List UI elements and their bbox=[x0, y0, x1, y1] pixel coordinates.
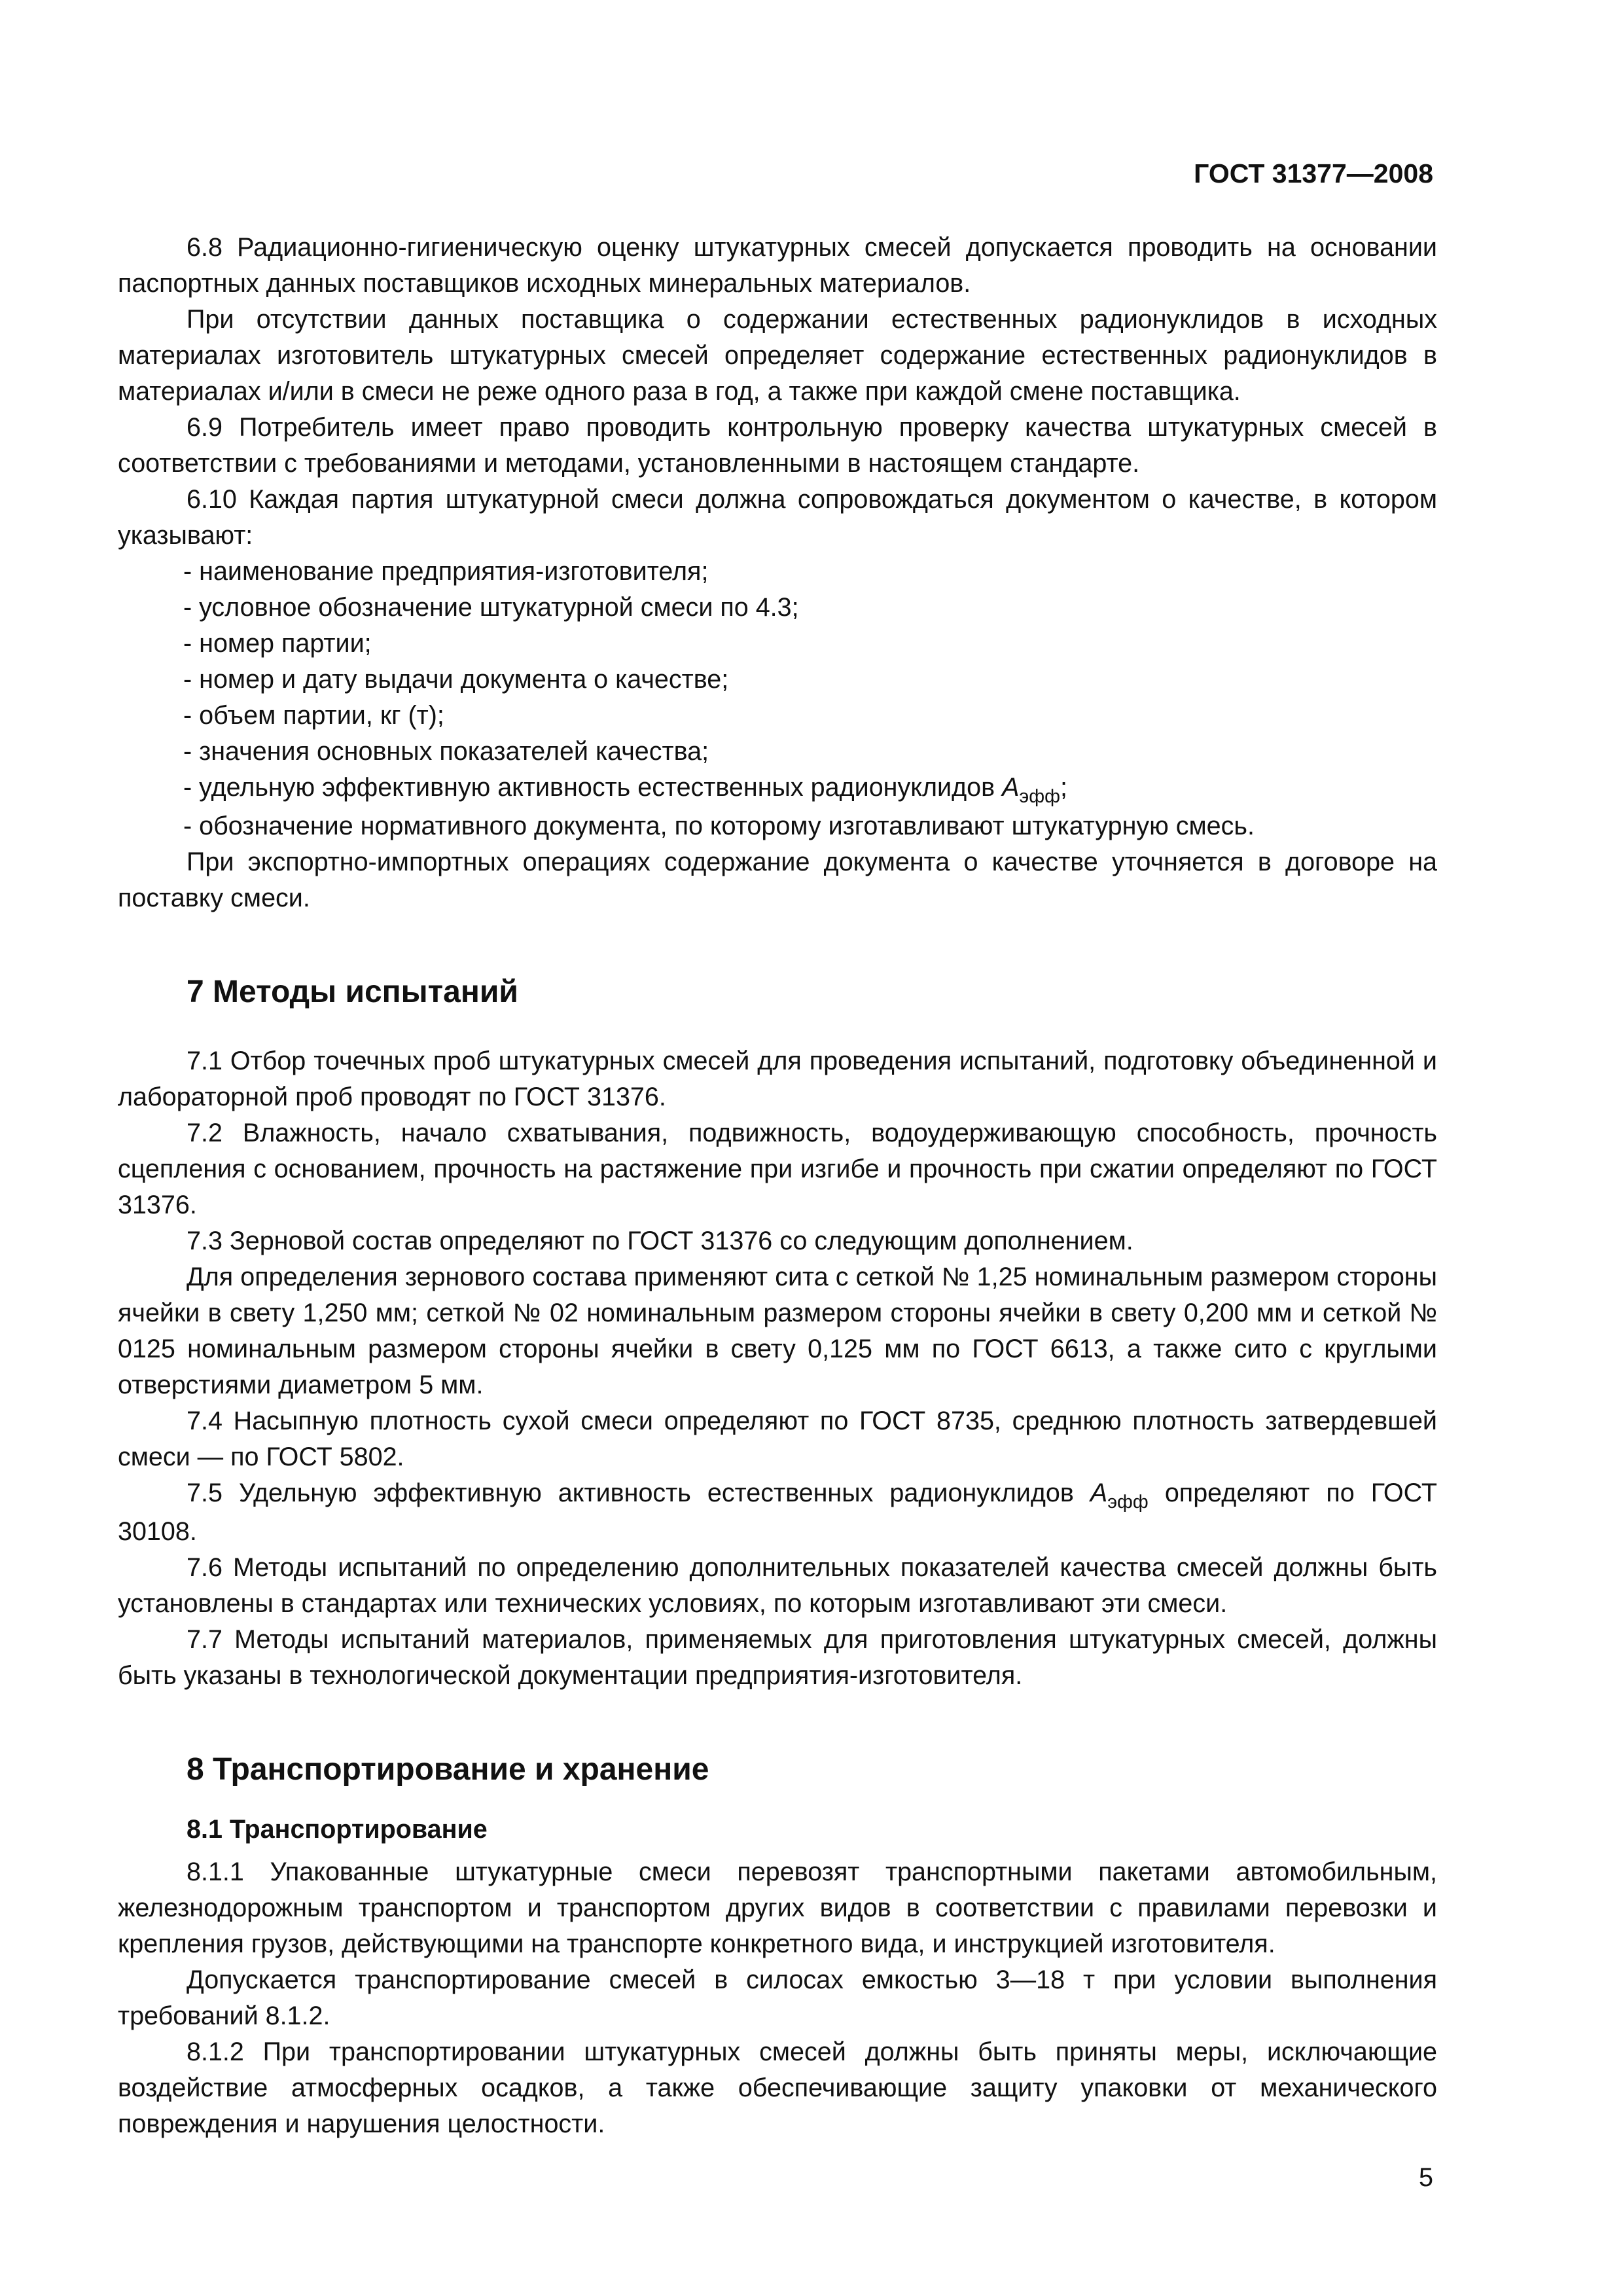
list-item: - обозначение нормативного документа, по которому изготавливают штукатурную смесь. bbox=[183, 812, 1255, 840]
section-8-heading: 8 Транспортирование и хранение bbox=[187, 1752, 709, 1787]
activity-symbol: A bbox=[1002, 773, 1020, 802]
list-item: - значения основных показателей качества; bbox=[183, 737, 709, 766]
paragraph-7-5-end: определяют по ГОСТ 30108. bbox=[118, 1479, 1437, 1546]
paragraph-7-5-text: 7.5 Удельную эффективную активность естественных радионуклидов bbox=[187, 1479, 1074, 1507]
page-content bbox=[118, 230, 1437, 2142]
activity-subscript: эфф bbox=[1019, 786, 1060, 807]
list-item-activity bbox=[183, 770, 1437, 808]
paragraph-7-1: 7.1 Отбор точечных проб штукатурных смесей для проведения испытаний, подготовку объединенной и лабораторной проб проводят по ГОСТ 31376. bbox=[118, 1047, 1437, 1111]
list-item: - номер партии; bbox=[183, 629, 372, 658]
list-item: - номер и дату выдачи документа о качестве; bbox=[183, 665, 729, 694]
section-7-heading: 7 Методы испытаний bbox=[187, 975, 518, 1009]
paragraph-6-9: 6.9 Потребитель имеет право проводить контрольную проверку качества штукатурных смесей в соответствии с требованиями и методами, установленными в настоящем стандарте. bbox=[118, 413, 1437, 478]
list-item: - наименование предприятия-изготовителя; bbox=[183, 557, 709, 586]
paragraph-8-1-2: 8.1.2 При транспортировании штукатурных смесей должны быть приняты меры, исключающие воздействие атмосферных осадков, а также обеспечивающие защиту упаковки от механического повреждения и нарушения целостности. bbox=[118, 2037, 1437, 2138]
paragraph-8-1-1-continued: Допускается транспортирование смесей в силосах емкостью 3—18 т при условии выполнения требований 8.1.2. bbox=[118, 1965, 1437, 2030]
paragraph-6-8: 6.8 Радиационно-гигиеническую оценку штукатурных смесей допускается проводить на основании паспортных данных поставщиков исходных минеральных материалов. bbox=[118, 233, 1437, 298]
list-item: - объем партии, кг (т); bbox=[183, 701, 444, 730]
paragraph-6-10: 6.10 Каждая партия штукатурной смеси должна сопровождаться документом о качестве, в котором указывают: bbox=[118, 485, 1437, 550]
page-number: 5 bbox=[1419, 2163, 1433, 2192]
paragraph-7-6: 7.6 Методы испытаний по определению дополнительных показателей качества смесей должны быть установлены в стандартах или технических условиях, по которым изготавливают эти смеси. bbox=[118, 1553, 1437, 1618]
list-item-text: - удельную эффективную активность естественных радионуклидов bbox=[183, 773, 995, 802]
subsection-8-1-heading: 8.1 Транспортирование bbox=[187, 1815, 488, 1844]
paragraph-6-8-continued: При отсутствии данных поставщика о содержании естественных радионуклидов в исходных материалах изготовитель штукатурных смесей определяет содержание естественных радионуклидов в материалах и/или в смеси не реже одного раза в год, а также при каждой смене поставщика. bbox=[118, 305, 1437, 406]
paragraph-8-1-1: 8.1.1 Упакованные штукатурные смеси перевозят транспортными пакетами автомобильным, железнодорожным транспортом и транспортом других видов в соответствии с правилами перевозки и крепления грузов, действующими на транспорте конкретного вида, и инструкцией изготовителя. bbox=[118, 1857, 1437, 1958]
paragraph-7-3: 7.3 Зерновой состав определяют по ГОСТ 31376 со следующим дополнением. bbox=[187, 1227, 1133, 1255]
paragraph-export: При экспортно-импортных операциях содержание документа о качестве уточняется в договоре на поставку смеси. bbox=[118, 848, 1437, 912]
list-item-end: ; bbox=[1060, 773, 1067, 802]
document-code-header: ГОСТ 31377—2008 bbox=[1194, 158, 1433, 188]
activity-subscript: эфф bbox=[1107, 1492, 1149, 1513]
paragraph-7-7: 7.7 Методы испытаний материалов, применяемых для приготовления штукатурных смесей, должны быть указаны в технологической документации предприятия-изготовителя. bbox=[118, 1625, 1437, 1690]
paragraph-7-3-continued: Для определения зернового состава применяют сита с сеткой № 1,25 номинальным размером стороны ячейки в свету 1,250 мм; сеткой № 02 номинальным размером стороны ячейки в свету 0,200 мм и сеткой № 0125 номинальным размером стороны ячейки в свету 0,125 мм по ГОСТ 6613, а также сито с круглыми отверстиями диаметром 5 мм. bbox=[118, 1263, 1437, 1399]
list-item: - условное обозначение штукатурной смеси по 4.3; bbox=[183, 593, 799, 622]
paragraph-7-4: 7.4 Насыпную плотность сухой смеси определяют по ГОСТ 8735, среднюю плотность затвердевшей смеси — по ГОСТ 5802. bbox=[118, 1407, 1437, 1471]
paragraph-7-5 bbox=[118, 1475, 1437, 1550]
paragraph-7-2: 7.2 Влажность, начало схватывания, подвижность, водоудерживающую способность, прочность сцепления с основанием, прочность на растяжение при изгибе и прочность при сжатии определяют по ГОСТ 31376. bbox=[118, 1119, 1437, 1219]
activity-symbol: A bbox=[1090, 1479, 1108, 1507]
